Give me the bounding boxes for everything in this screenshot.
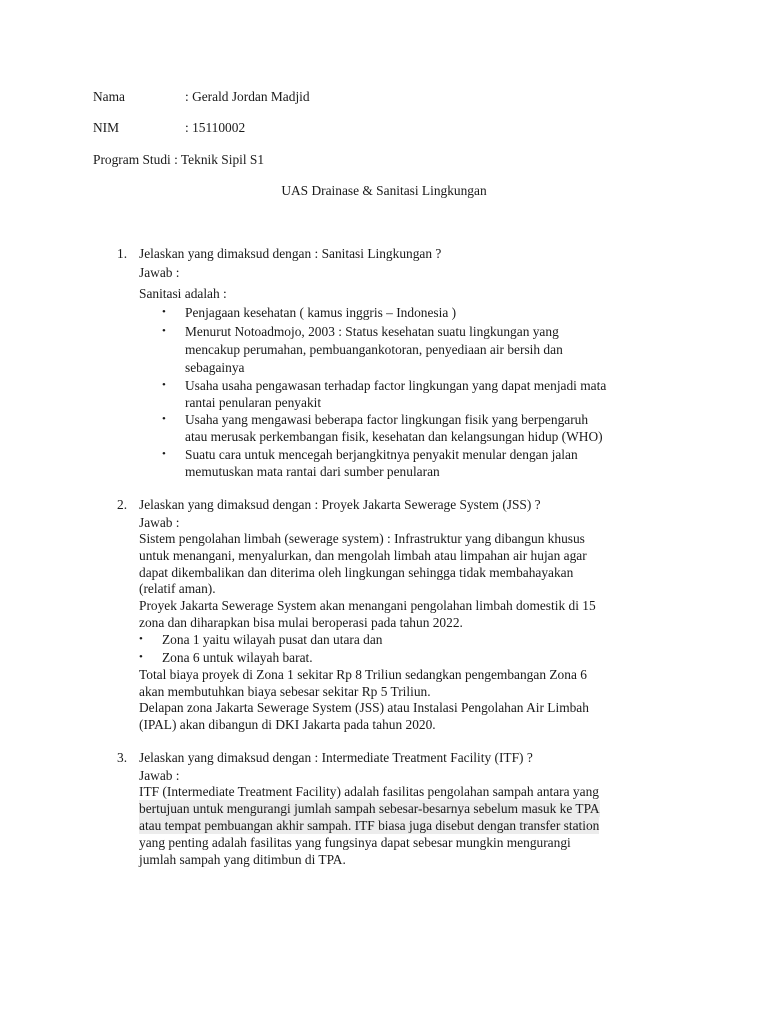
bullet-icon: •	[139, 633, 143, 645]
bullet-icon: •	[162, 325, 166, 337]
paragraph-line: akan membutuhkan biaya sebesar sekitar Rp 5 Triliun.	[139, 684, 431, 699]
document-title: UAS Drainase & Sanitasi Lingkungan	[281, 183, 487, 198]
answer-intro: Sanitasi adalah :	[139, 286, 227, 301]
list-item-cont: atau merusak perkembangan fisik, kesehatan dan kelangsungan hidup (WHO)	[185, 429, 603, 444]
list-item: Zona 6 untuk wilayah barat.	[162, 650, 313, 665]
answer-label: Jawab :	[139, 515, 180, 530]
paragraph-line: Sistem pengolahan limbah (sewerage system) : Infrastruktur yang dibangun khusus	[139, 531, 585, 546]
paragraph-line: bertujuan untuk mengurangi jumlah sampah sebesar-besarnya sebelum masuk ke TPA	[139, 801, 600, 816]
paragraph-line: Proyek Jakarta Sewerage System akan menangani pengolahan limbah domestik di 15	[139, 598, 596, 613]
nim-value: : 15110002	[185, 120, 246, 135]
paragraph-line: Total biaya proyek di Zona 1 sekitar Rp 8 Triliun sedangkan pengembangan Zona 6	[139, 667, 587, 682]
paragraph-line: yang penting adalah fasilitas yang fungsinya dapat sebesar mungkin mengurangi	[139, 835, 571, 850]
prodi-row	[93, 151, 264, 168]
paragraph-line: (IPAL) akan dibangun di DKI Jakarta pada tahun 2020.	[139, 717, 436, 732]
list-item: Usaha yang mengawasi beberapa factor lingkungan fisik yang berpengaruh	[185, 412, 589, 427]
paragraph-line: untuk menangani, menyalurkan, dan mengolah limbah atau limpahan air hujan agar	[139, 548, 587, 563]
list-item: Suatu cara untuk mencegah berjangkitnya penyakit menular dengan jalan	[185, 447, 578, 462]
paragraph-line: dapat dikembalikan dan diterima oleh lingkungan sehingga tidak membahayakan	[139, 565, 574, 580]
paragraph-line: Delapan zona Jakarta Sewerage System (JSS) atau Instalasi Pengolahan Air Limbah	[139, 700, 589, 715]
bullet-icon: •	[162, 448, 166, 460]
list-item: Penjagaan kesehatan ( kamus inggris – Indonesia )	[185, 305, 457, 320]
question-text: Jelaskan yang dimaksud dengan : Intermediate Treatment Facility (ITF) ?	[139, 750, 533, 765]
bullet-icon: •	[139, 651, 143, 663]
paragraph-line: atau tempat pembuangan akhir sampah. ITF biasa juga disebut dengan transfer station	[139, 818, 600, 833]
list-item-cont: sebagainya	[185, 360, 245, 375]
nama-label: Nama	[93, 89, 125, 104]
bullet-icon: •	[162, 306, 166, 318]
list-item: Menurut Notoadmojo, 2003 : Status kesehatan suatu lingkungan yang	[185, 324, 559, 339]
paragraph-line: ITF (Intermediate Treatment Facility) adalah fasilitas pengolahan sampah antara yang	[139, 784, 599, 799]
answer-label: Jawab :	[139, 768, 180, 783]
question-number: 1.	[117, 246, 128, 261]
list-item-cont: memutuskan mata rantai dari sumber penularan	[185, 464, 440, 479]
paragraph-line: zona dan diharapkan bisa mulai beroperasi pada tahun 2022.	[139, 615, 463, 630]
prodi-value: : Teknik Sipil S1	[174, 152, 265, 167]
list-item: Zona 1 yaitu wilayah pusat dan utara dan	[162, 632, 383, 647]
bullet-icon: •	[162, 413, 166, 425]
answer-label: Jawab :	[139, 265, 180, 280]
prodi-label: Program Studi	[93, 152, 171, 167]
paragraph-line: (relatif aman).	[139, 581, 216, 596]
list-item: Usaha usaha pengawasan terhadap factor lingkungan yang dapat menjadi mata	[185, 378, 607, 393]
list-item-cont: rantai penularan penyakit	[185, 395, 322, 410]
nama-value: : Gerald Jordan Madjid	[185, 89, 310, 104]
paragraph-line: jumlah sampah yang ditimbun di TPA.	[139, 852, 346, 867]
list-item-cont: mencakup perumahan, pembuangankotoran, penyediaan air bersih dan	[185, 342, 563, 357]
bullet-icon: •	[162, 379, 166, 391]
nim-label: NIM	[93, 120, 120, 135]
question-text: Jelaskan yang dimaksud dengan : Proyek Jakarta Sewerage System (JSS) ?	[139, 497, 541, 512]
question-number: 2.	[117, 497, 128, 512]
question-number: 3.	[117, 750, 128, 765]
question-text: Jelaskan yang dimaksud dengan : Sanitasi Lingkungan ?	[139, 246, 442, 261]
